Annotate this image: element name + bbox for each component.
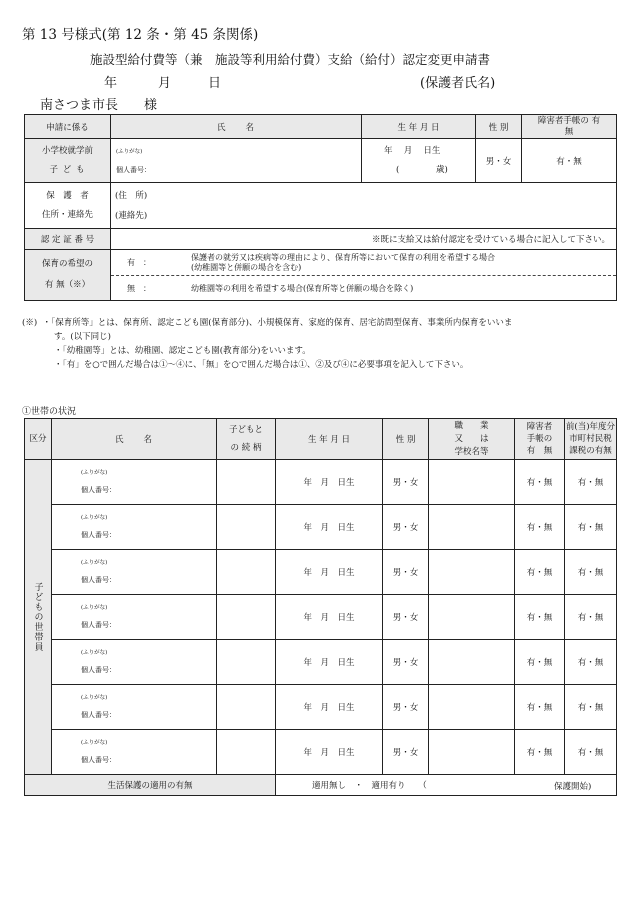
hope-no-mark[interactable]: 無 ： (127, 283, 151, 293)
member-name-field[interactable] (52, 595, 217, 640)
hope-yes-mark[interactable]: 有 ： (127, 258, 151, 267)
guardian-address-field[interactable] (111, 183, 617, 229)
household-row (25, 685, 617, 730)
member-relation-field[interactable] (217, 730, 276, 775)
member-relation-field[interactable] (217, 550, 276, 595)
h-relation (217, 419, 276, 460)
h-name: 氏 名 (111, 115, 362, 139)
h-disability: 障害者手帳の 有 無 (522, 115, 617, 139)
child-label-2: 子 ど も (49, 164, 86, 175)
guardian-label-2: 住所・連絡先 (41, 209, 93, 220)
welfare-options[interactable]: 適用無し ・ 適用有り （ (312, 781, 427, 791)
household-row (25, 595, 617, 640)
h-job-1: 職 業 (454, 420, 489, 431)
h-job-3: 学校名等 (454, 446, 489, 457)
member-job-field[interactable] (429, 505, 515, 550)
member-birth-field[interactable]: 年 月 日生 (276, 730, 383, 775)
welfare-field[interactable] (276, 775, 617, 796)
member-disability-field[interactable]: 有・無 (515, 685, 565, 730)
guardian-name-label: (保護者氏名) (420, 76, 496, 91)
member-tax-field[interactable]: 有・無 (565, 550, 617, 595)
member-personal-no: 個人番号： (81, 486, 116, 494)
form-title: 施設型給付費等（兼 施設等利用給付費）支給（給付）認定変更申請書 (90, 52, 491, 67)
guardian-label (25, 183, 111, 229)
member-furigana: (ふりがな) (81, 650, 108, 656)
note-line-3: ・「有」を○で囲んだ場合は①～④に、「無」を○で囲んだ場合は①、②及び④に必要事項を記入して下さい。 (54, 360, 469, 370)
addressee: 南さつま市長 様 (40, 98, 158, 113)
member-disability-field[interactable]: 有・無 (515, 730, 565, 775)
member-disability-field[interactable]: 有・無 (515, 595, 565, 640)
h-birth: 生 年 月 日 (362, 115, 476, 139)
member-job-field[interactable] (429, 685, 515, 730)
member-job-field[interactable] (429, 550, 515, 595)
member-name-field[interactable] (52, 505, 217, 550)
address-label: (住 所) (115, 190, 148, 201)
member-birth-field[interactable]: 年 月 日生 (276, 505, 383, 550)
h-disability-3: 有 無 (526, 446, 553, 456)
hope-no-text: 幼稚園等の利用を希望する場合(保育所等と併願の場合を除く) (191, 283, 414, 293)
member-name-field[interactable] (52, 460, 217, 505)
h-division: 区分 (25, 419, 52, 460)
personal-no-label: 個人番号： (116, 165, 151, 174)
child-birth-field[interactable] (362, 139, 476, 183)
h-disability-2: 手帳の (526, 434, 553, 444)
child-label-1: 小学校就学前 (41, 145, 93, 156)
member-disability-field[interactable]: 有・無 (515, 550, 565, 595)
note-line-2: ・「幼稚園等」とは、幼稚園、認定こども園(教育部分)をいいます。 (54, 346, 311, 356)
h-job-2: 又 は (454, 433, 489, 444)
member-relation-field[interactable] (217, 460, 276, 505)
h-member-name: 氏 名 (52, 419, 217, 460)
member-personal-no: 個人番号： (81, 756, 116, 764)
member-personal-no: 個人番号： (81, 531, 116, 539)
member-personal-no: 個人番号： (81, 576, 116, 584)
member-sex-field[interactable]: 男・女 (383, 460, 429, 505)
welfare-start: 保護開始) (554, 782, 592, 792)
member-name-field[interactable] (52, 640, 217, 685)
member-tax-field[interactable]: 有・無 (565, 505, 617, 550)
member-furigana: (ふりがな) (81, 605, 108, 611)
member-relation-field[interactable] (217, 685, 276, 730)
member-birth-field[interactable]: 年 月 日生 (276, 550, 383, 595)
member-disability-field[interactable]: 有・無 (515, 640, 565, 685)
member-name-field[interactable] (52, 685, 217, 730)
member-name-field[interactable] (52, 550, 217, 595)
child-sex-field[interactable]: 男・女 (476, 139, 522, 183)
hope-yes-text-2: (幼稚園等と併願の場合を含む) (191, 262, 302, 272)
notes-mark: (※) (22, 318, 38, 328)
month-label: 月 (158, 76, 172, 91)
member-sex-field[interactable]: 男・女 (383, 730, 429, 775)
notes (22, 316, 612, 372)
member-relation-field[interactable] (217, 640, 276, 685)
member-birth-field[interactable]: 年 月 日生 (276, 640, 383, 685)
member-job-field[interactable] (429, 730, 515, 775)
h-disability-1: 障害者 (526, 422, 553, 432)
member-furigana: (ふりがな) (81, 470, 108, 476)
household-row (25, 460, 617, 505)
member-furigana: (ふりがな) (81, 560, 108, 566)
h-relation-2: の 続 柄 (230, 443, 262, 453)
member-relation-field[interactable] (217, 505, 276, 550)
member-furigana: (ふりがな) (81, 695, 108, 701)
note-line-1: ・「保育所等」とは、保育所、認定こども園(保育部分)、小規模保育、家庭的保育、居宅訪問型保育、事業所内保育をいいま (42, 318, 513, 328)
h-relation-1: 子どもと (228, 425, 263, 435)
member-sex-field[interactable]: 男・女 (383, 505, 429, 550)
member-name-field[interactable] (52, 730, 217, 775)
member-birth-field[interactable]: 年 月 日生 (276, 685, 383, 730)
h-tax-1: 前(当)年度分 (565, 422, 616, 432)
h-job (429, 419, 515, 460)
member-disability-field[interactable]: 有・無 (515, 460, 565, 505)
guardian-label-1: 保 護 者 (46, 190, 89, 201)
h-sex: 性 別 (476, 115, 522, 139)
h-member-sex: 性 別 (383, 419, 429, 460)
household-row (25, 550, 617, 595)
member-furigana: (ふりがな) (81, 515, 108, 521)
h-tax-3: 課税の有無 (569, 446, 612, 456)
h-member-disability (515, 419, 565, 460)
member-sex-field[interactable]: 男・女 (383, 595, 429, 640)
child-disability-field[interactable]: 有・無 (522, 139, 617, 183)
member-relation-field[interactable] (217, 595, 276, 640)
member-sex-field[interactable]: 男・女 (383, 685, 429, 730)
member-personal-no: 個人番号： (81, 666, 116, 674)
form-number: 第 13 号様式(第 12 条・第 45 条関係) (22, 27, 259, 43)
member-sex-field[interactable]: 男・女 (383, 550, 429, 595)
member-birth-field[interactable]: 年 月 日生 (276, 595, 383, 640)
member-tax-field[interactable]: 有・無 (565, 730, 617, 775)
member-tax-field[interactable]: 有・無 (565, 460, 617, 505)
household-row (25, 640, 617, 685)
household-section-label: ①世帯の状況 (22, 407, 77, 417)
hope-label-2: 有 無（※） (44, 280, 91, 290)
h-tax (565, 419, 617, 460)
note-line-1b: す。(以下同じ) (54, 332, 111, 342)
member-birth-field[interactable]: 年 月 日生 (276, 460, 383, 505)
household-group-label: 子どもの世帯員 (25, 460, 52, 775)
age-label: ( 歳) (396, 164, 448, 175)
member-tax-field[interactable]: 有・無 (565, 685, 617, 730)
household-row (25, 505, 617, 550)
child-name-field[interactable] (111, 139, 362, 183)
member-furigana: (ふりがな) (81, 740, 108, 746)
h-tax-2: 市町村民税 (569, 434, 612, 444)
household-row (25, 730, 617, 775)
birth-ymd: 年 月 日生 (384, 145, 441, 156)
member-personal-no: 個人番号： (81, 621, 116, 629)
hope-label-1: 保育の希望の (41, 259, 93, 269)
cert-no-label: 認 定 証 番 号 (25, 229, 111, 250)
household-table (24, 418, 617, 796)
member-job-field[interactable] (429, 595, 515, 640)
h-applicant: 申請に係る (25, 115, 111, 139)
applicant-table (24, 114, 617, 301)
day-label: 日 (208, 76, 222, 91)
member-personal-no: 個人番号： (81, 711, 116, 719)
hope-field[interactable] (111, 250, 617, 301)
member-job-field[interactable] (429, 460, 515, 505)
member-tax-field[interactable]: 有・無 (565, 595, 617, 640)
contact-label: (連絡先) (115, 210, 148, 221)
member-disability-field[interactable]: 有・無 (515, 505, 565, 550)
child-label (25, 139, 111, 183)
hope-label (25, 250, 111, 301)
member-job-field[interactable] (429, 640, 515, 685)
hope-yes-text-1: 保護者の就労又は疾病等の理由により、保育所等において保育の利用を希望する場合 (191, 252, 495, 262)
member-sex-field[interactable]: 男・女 (383, 640, 429, 685)
member-tax-field[interactable]: 有・無 (565, 640, 617, 685)
cert-no-field[interactable]: ※既に支給又は給付認定を受けている場合に記入して下さい。 (111, 229, 617, 250)
year-label: 年 (104, 76, 118, 91)
h-member-birth: 生 年 月 日 (276, 419, 383, 460)
welfare-label: 生活保護の適用の有無 (25, 775, 276, 796)
furigana-label: (ふりがな) (116, 148, 143, 155)
